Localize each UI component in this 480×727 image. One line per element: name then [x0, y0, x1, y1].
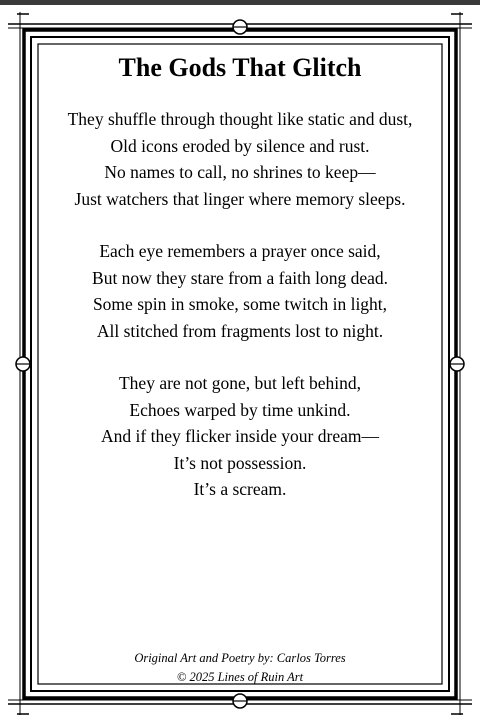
poem-line: Old icons eroded by silence and rust. [110, 135, 370, 156]
poem-line: It’s not possession. [173, 452, 307, 473]
poem-title: The Gods That Glitch [118, 53, 362, 82]
poem-content [44, 44, 436, 684]
poem-line: It’s a scream. [193, 479, 287, 499]
poem-line: And if they flicker inside your dream— [101, 426, 379, 446]
poem-line: They shuffle through thought like static and dust, [67, 109, 413, 129]
poem-line: Just watchers that linger where memory sleeps. [74, 188, 406, 209]
author-credit: Original Art and Poetry by: Carlos Torres [134, 651, 346, 665]
poem-line: All stitched from fragments lost to night. [96, 320, 384, 341]
poem-line: Some spin in smoke, some twitch in light, [92, 294, 388, 314]
stanza-3 [44, 370, 436, 503]
poem-line: No names to call, no shrines to keep— [104, 162, 376, 182]
poem-line: But now they stare from a faith long dead. [92, 267, 388, 288]
poem-body [44, 106, 436, 503]
stanza-2 [44, 238, 436, 344]
poem-line: Echoes warped by time unkind. [129, 399, 351, 420]
credits [44, 649, 436, 687]
poem-line: Each eye remembers a prayer once said, [99, 241, 381, 261]
poem-line: They are not gone, but left behind, [118, 373, 361, 393]
copyright-notice: © 2025 Lines of Ruin Art [176, 670, 304, 684]
stanza-1 [44, 106, 436, 212]
